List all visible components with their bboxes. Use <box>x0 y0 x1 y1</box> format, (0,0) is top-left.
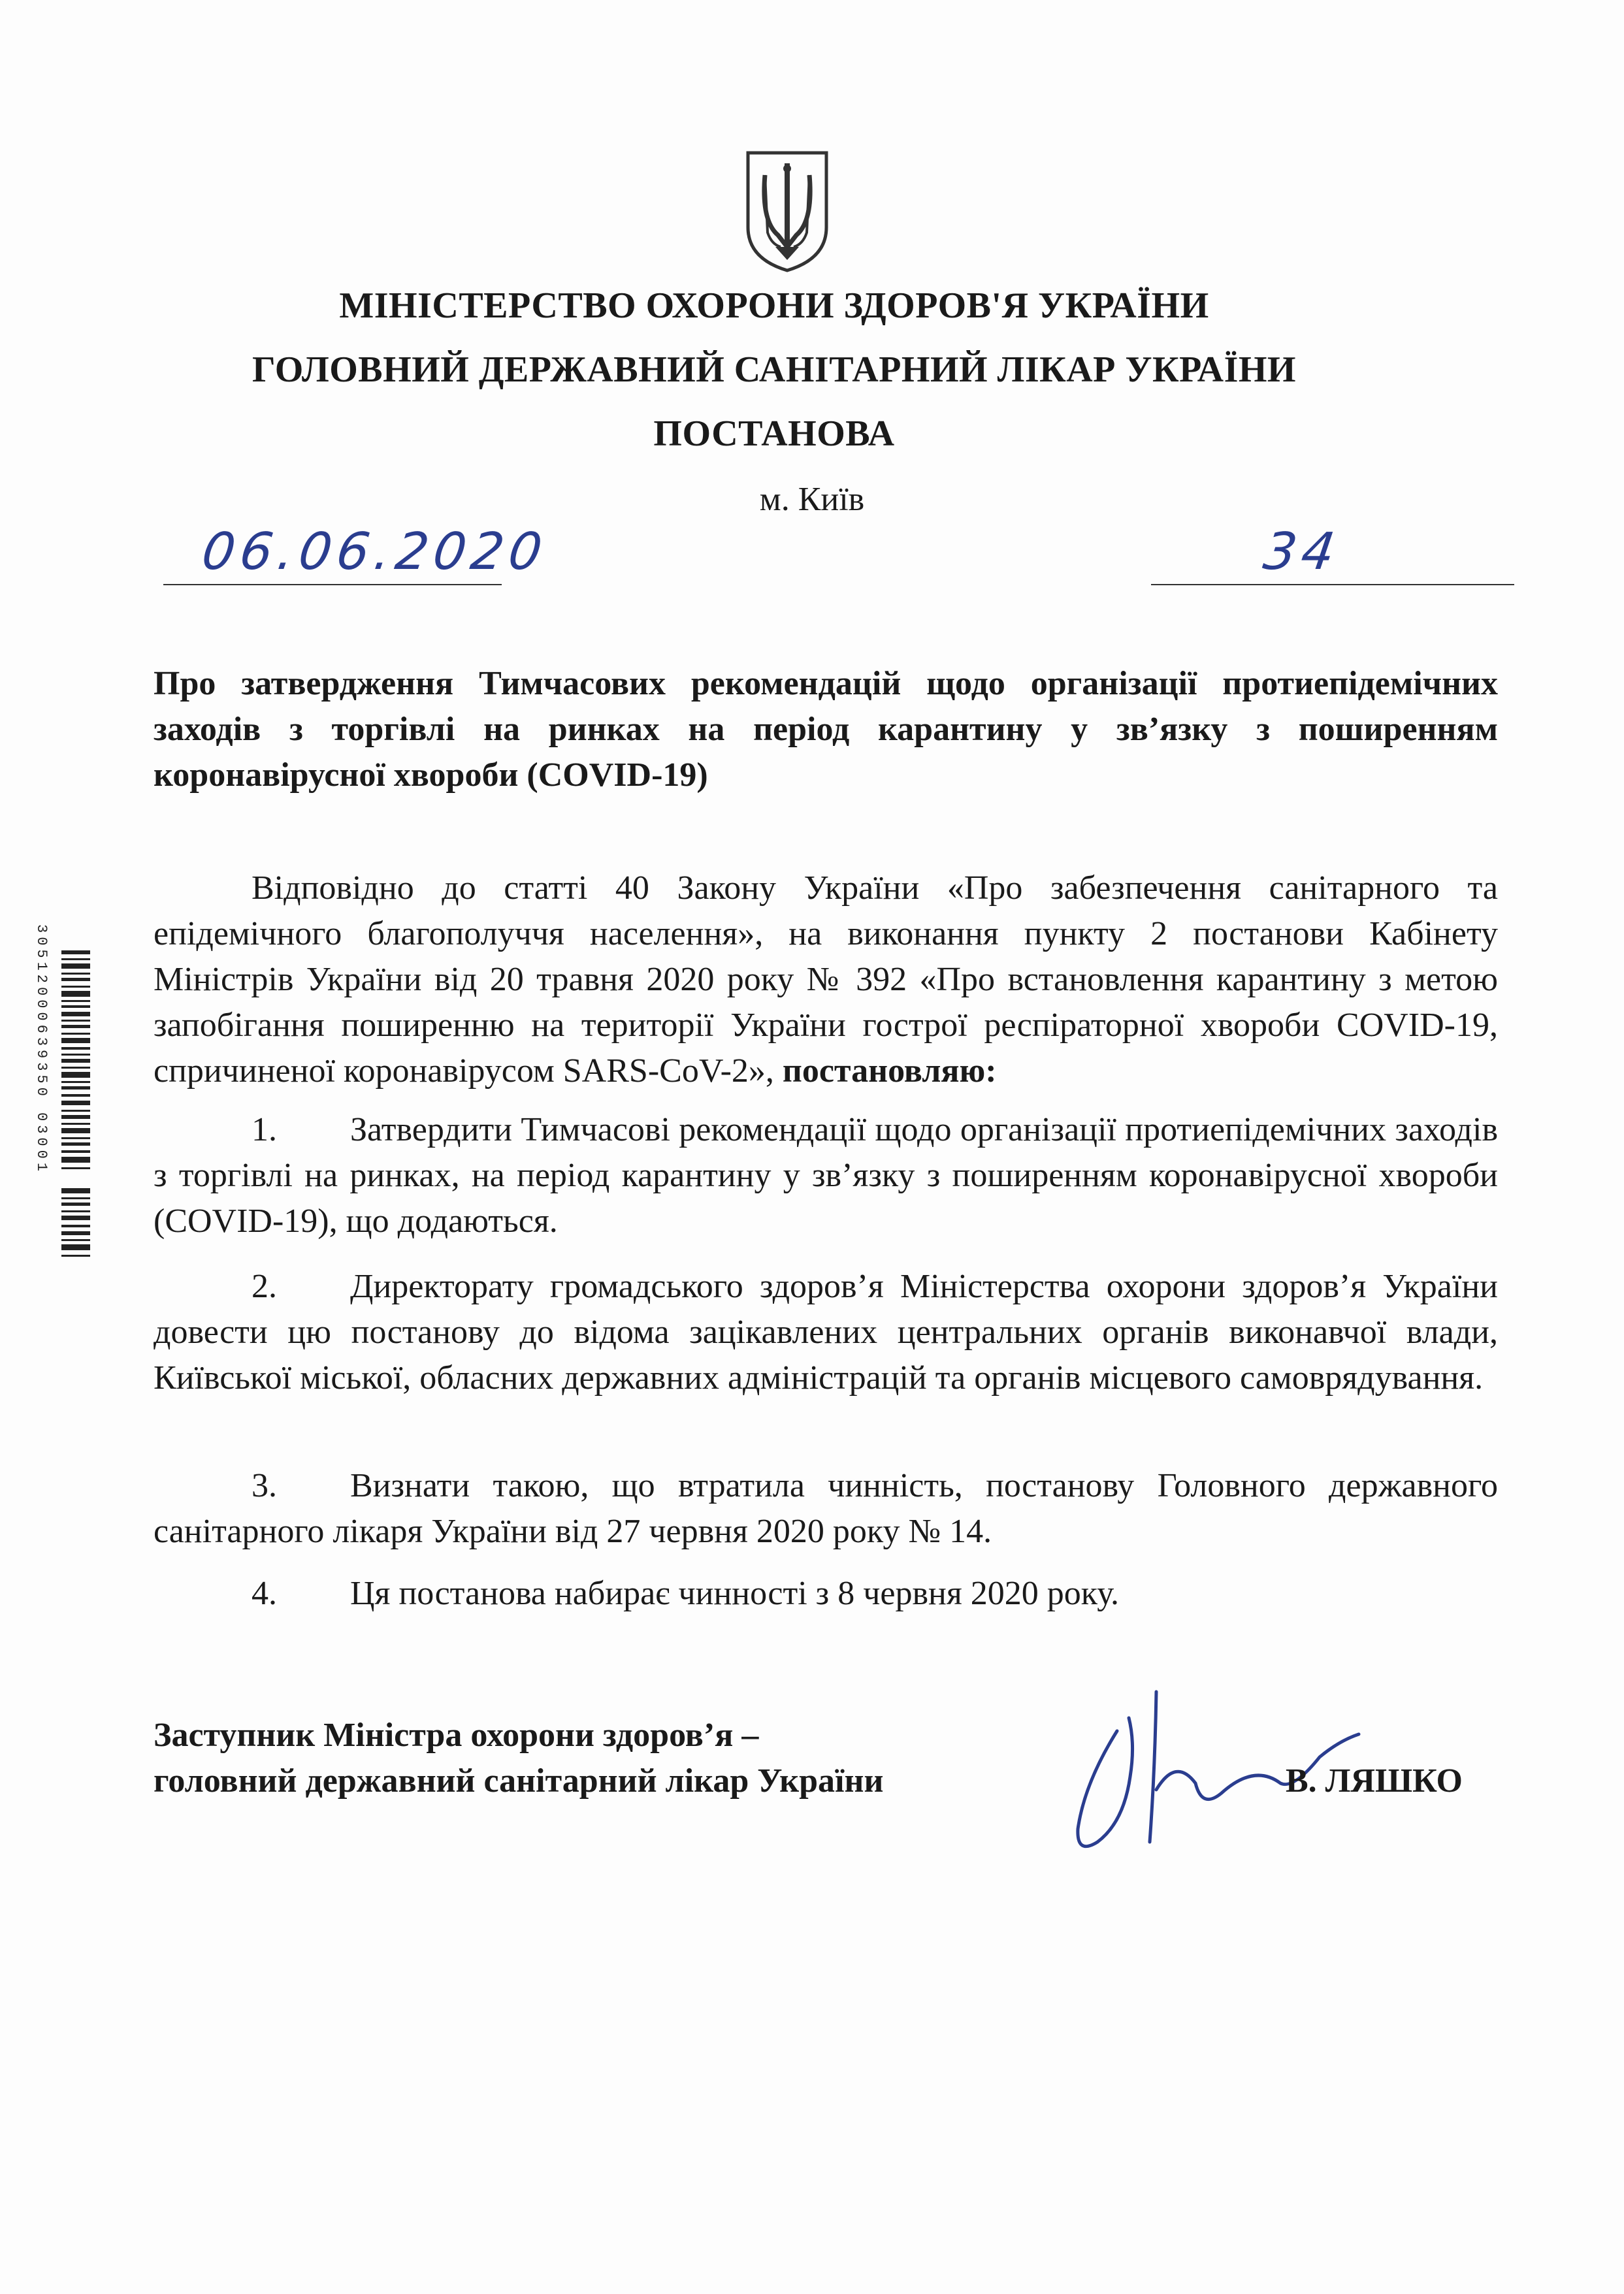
date-underline <box>163 584 502 585</box>
intro-paragraph <box>154 865 1498 1094</box>
item-text: Директорату громадського здоров’я Міністерства охорони здоров’я України довести цю постанову до відома зацікавлених центральних органів виконавчої влади, Київської міської, обласних державних адміністрацій та органів місцевого самоврядування. <box>154 1268 1498 1397</box>
signatory-title-line-2: головний державний санітарний лікар України <box>154 1762 884 1800</box>
list-item <box>154 1107 1498 1244</box>
item-number: 2. <box>252 1268 277 1305</box>
item-number: 3. <box>252 1467 277 1504</box>
trident-coat-of-arms-icon <box>743 149 832 273</box>
decree-heading: ПОСТАНОВА <box>653 413 895 454</box>
signatory-title-line-1: Заступник Міністра охорони здоров’я – <box>154 1717 759 1754</box>
item-number: 1. <box>252 1111 277 1148</box>
signatory-title <box>154 1713 883 1804</box>
item-text: Затвердити Тимчасові рекомендації щодо організації протиепідемічних заходів з торгівлі на ринках, на період карантину у зв’язку з поширенням коронавірусної хвороби (COVID-19), що додаються. <box>154 1111 1498 1240</box>
signatory-name: В. ЛЯШКО <box>1286 1762 1463 1800</box>
list-item <box>154 1571 1498 1617</box>
decree-subject: Про затвердження Тимчасових рекомендацій щодо організації протиепідемічних заходів з торгівлі на ринках на період карантину у зв’язку з поширенням коронавірусної хвороби (COVID-19) <box>154 665 1498 794</box>
barcode-number: 30512000639350 03001 <box>33 924 50 1176</box>
city-label: м. Київ <box>759 481 865 518</box>
handwritten-number: 34 <box>1259 523 1344 581</box>
intro-text: Відповідно до статті 40 Закону України «Про забезпечення санітарного та епідемічного благополуччя населення», на виконання пункту 2 постанови Кабінету Міністрів України від 20 травня 2020 року № 392 «Про встановлення карантину з метою запобігання поширенню на території України гострої респіраторної хвороби COVID-19, спричиненої коронавірусом SARS-CoV-2», <box>154 869 1498 1090</box>
handwritten-date: 06.06.2020 <box>198 523 551 581</box>
item-number: 4. <box>252 1575 277 1612</box>
number-underline <box>1151 584 1514 585</box>
item-text: Визнати такою, що втратила чинність, постанову Головного державного санітарного лікаря України від 27 червня 2020 року № 14. <box>154 1467 1498 1550</box>
list-item <box>154 1463 1498 1555</box>
ministry-heading: МІНІСТЕРСТВО ОХОРОНИ ЗДОРОВ'Я УКРАЇНИ <box>339 285 1209 326</box>
item-text: Ця постанова набирає чинності з 8 червня 2020 року. <box>350 1575 1120 1612</box>
chief-doctor-heading: ГОЛОВНИЙ ДЕРЖАВНИЙ САНІТАРНИЙ ЛІКАР УКРАЇНИ <box>252 349 1296 390</box>
list-item <box>154 1264 1498 1401</box>
resolve-word: постановляю: <box>782 1052 997 1090</box>
barcode-icon <box>33 924 91 1290</box>
